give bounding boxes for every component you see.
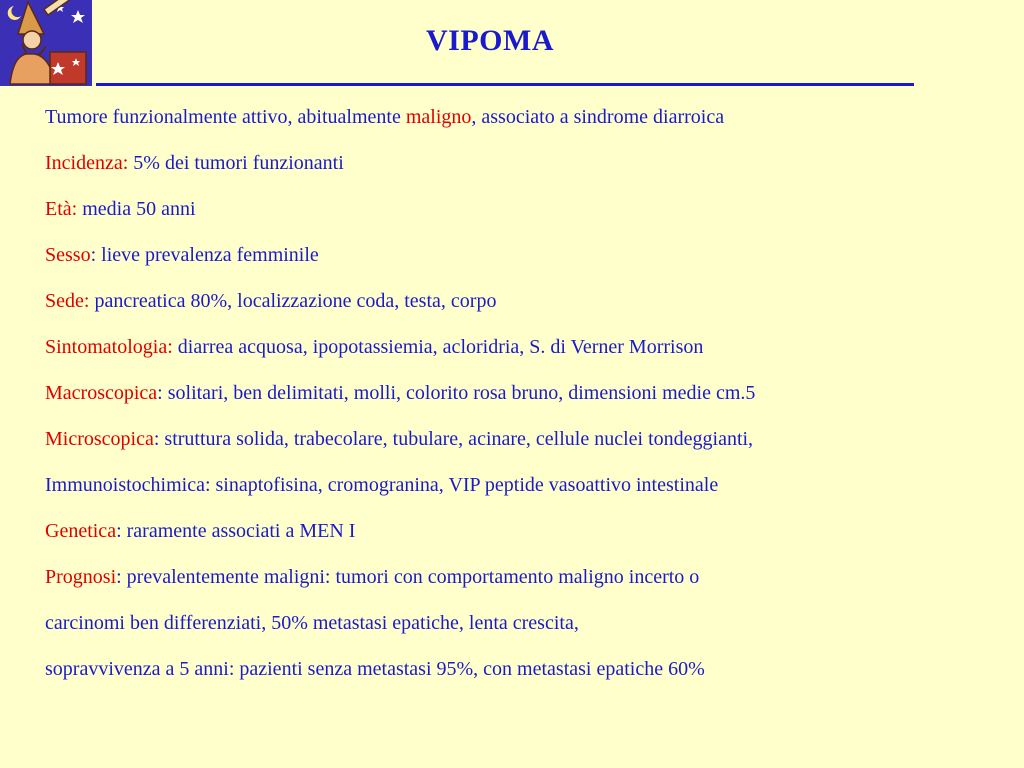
microscopica-label: Microscopica	[45, 428, 154, 450]
line-sintomatologia	[45, 330, 1005, 376]
sesso-label: Sesso	[45, 244, 91, 266]
macroscopica-text: : solitari, ben delimitati, molli, colorito rosa bruno, dimensioni medie cm.5	[157, 382, 756, 404]
line-sede	[45, 284, 1005, 330]
sintomatologia-text: diarrea acquosa, ipopotassiemia, acloridria, S. di Verner Morrison	[172, 336, 704, 358]
sede-text: pancreatica 80%, localizzazione coda, testa, corpo	[89, 290, 497, 312]
microscopica-text: : struttura solida, trabecolare, tubulare, acinare, cellule nuclei tondeggianti,	[153, 428, 754, 450]
genetica-label: Genetica	[45, 520, 117, 542]
slide-title: VIPOMA	[426, 24, 554, 57]
maligno-highlight: maligno	[405, 106, 472, 128]
line-immunoistochimica	[45, 468, 1005, 514]
prognosi-text-cont: carcinomi ben differenziati, 50% metastasi epatiche, lenta crescita,	[45, 612, 579, 634]
eta-text: media 50 anni	[77, 198, 196, 220]
sintomatologia-label: Sintomatologia:	[45, 336, 173, 358]
line-eta	[45, 192, 1005, 238]
slide-body	[45, 100, 1005, 698]
title-underline	[96, 83, 914, 86]
eta-label: Età:	[45, 198, 78, 220]
incidenza-text: 5% dei tumori funzionanti	[128, 152, 344, 174]
line-microscopica	[45, 422, 1005, 468]
immunoistochimica-text: Immunoistochimica: sinaptofisina, cromogranina, VIP peptide vasoattivo intestinale	[45, 474, 719, 496]
line-description	[45, 100, 1005, 146]
description-text: Tumore funzionalmente attivo, abitualmente	[45, 106, 406, 128]
line-prognosi-cont	[45, 606, 1005, 652]
line-incidenza	[45, 146, 1005, 192]
sesso-text: : lieve prevalenza femminile	[90, 244, 319, 266]
prognosi-text: : prevalentemente maligni: tumori con comportamento maligno incerto o	[116, 566, 700, 588]
line-prognosi	[45, 560, 1005, 606]
prognosi-label: Prognosi	[45, 566, 117, 588]
line-sopravvivenza	[45, 652, 1005, 698]
description-text-end: , associato a sindrome diarroica	[471, 106, 725, 128]
line-genetica	[45, 514, 1005, 560]
sopravvivenza-text: sopravvivenza a 5 anni: pazienti senza metastasi 95%, con metastasi epatiche 60%	[45, 658, 705, 680]
sede-label: Sede:	[45, 290, 90, 312]
incidenza-label: Incidenza:	[45, 152, 129, 174]
genetica-text: : raramente associati a MEN I	[116, 520, 356, 542]
macroscopica-label: Macroscopica	[45, 382, 158, 404]
line-macroscopica	[45, 376, 1005, 422]
line-sesso	[45, 238, 1005, 284]
